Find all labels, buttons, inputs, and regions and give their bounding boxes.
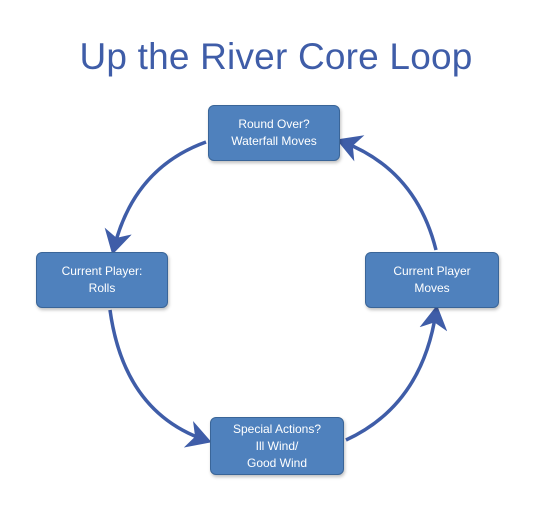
node-rolls-line-2: Rolls xyxy=(88,281,116,295)
node-special-line-3: Good Wind xyxy=(246,455,308,470)
node-current-player-rolls xyxy=(36,252,168,308)
node-special-line-1: Special Actions? xyxy=(232,421,322,436)
node-special-line-2: Ill Wind/ xyxy=(255,438,299,453)
node-special-actions xyxy=(210,417,344,475)
arrow-right-to-top xyxy=(343,142,436,250)
page-title: Up the River Core Loop xyxy=(79,36,473,77)
node-current-player-moves xyxy=(365,252,499,308)
node-moves-line-2: Moves xyxy=(414,281,450,295)
node-round-over xyxy=(208,105,340,161)
node-moves-line-1: Current Player xyxy=(393,264,471,278)
arrow-bottom-to-right xyxy=(346,312,436,440)
arrow-top-to-left xyxy=(114,142,206,248)
node-rolls-line-1: Current Player: xyxy=(61,264,143,278)
node-round-over-line-1: Round Over? xyxy=(238,117,310,131)
node-round-over-line-2: Waterfall Moves xyxy=(231,134,317,148)
arrow-left-to-bottom xyxy=(110,310,205,440)
